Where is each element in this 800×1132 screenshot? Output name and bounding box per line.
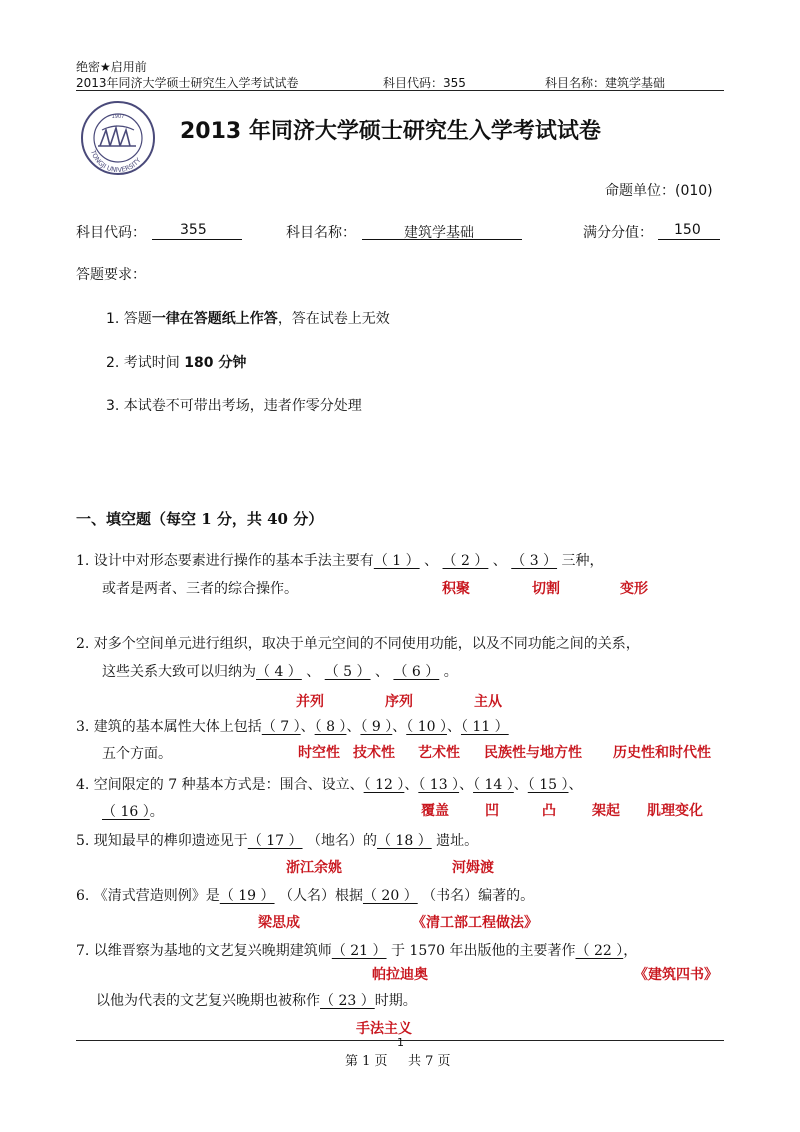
- section-heading: 一、填空题（每空 1 分，共 40 分）: [76, 510, 324, 528]
- answer-19: 梁思成: [258, 915, 300, 931]
- full-score-value: 150: [658, 222, 720, 240]
- question-4-line-2: （ 16 ）。: [102, 804, 164, 820]
- answer-10: 民族性与地方性: [484, 745, 582, 761]
- footer-total: 共 7 页: [408, 1054, 451, 1069]
- requirements-title: 答题要求：: [76, 267, 146, 283]
- answer-23: 手法主义: [356, 1021, 412, 1037]
- answer-11: 历史性和时代性: [613, 745, 711, 761]
- question-5: 5. 现知最早的榫卯遗迹见于（ 17 ） （地名）的（ 18 ） 遗址。: [76, 833, 479, 849]
- question-3-line-1: 3. 建筑的基本属性大体上包括（ 7 ）、（ 8 ）、（ 9 ）、（ 10 ）、（ 11 ）: [76, 719, 509, 735]
- question-6: 6. 《清式营造则例》是（ 19 ） （人名）根据（ 20 ） （书名）编著的。: [76, 888, 535, 904]
- answer-1: 积聚: [442, 581, 470, 597]
- header-subject-name: 科目名称：建筑学基础: [545, 76, 666, 90]
- question-4-line-1: 4. 空间限定的 7 种基本方式是：围合、设立、（ 12 ）、（ 13 ）、（ 14 ）、（ 15 ）、: [76, 777, 583, 793]
- confidential-label: 绝密★启用前: [76, 60, 147, 74]
- answer-6: 主从: [474, 694, 502, 710]
- requirement-3: 3. 本试卷不可带出考场，违者作零分处理: [106, 398, 362, 414]
- subject-name-label: 科目名称：: [286, 225, 356, 241]
- question-1-line-2: 或者是两者、三者的综合操作。: [102, 581, 298, 597]
- footer-page-number: 1: [397, 1036, 404, 1049]
- logo-year: 1907: [111, 114, 125, 120]
- header-subject-code: 科目代码：355: [383, 76, 466, 90]
- answer-18: 河姆渡: [452, 860, 494, 876]
- answer-15: 架起: [592, 803, 620, 819]
- university-seal-logo: [80, 100, 156, 176]
- footer-page: 第 1 页: [345, 1054, 388, 1069]
- answer-2: 切割: [532, 581, 560, 597]
- answer-13: 凹: [485, 803, 499, 819]
- answer-16: 肌理变化: [647, 803, 703, 819]
- question-7-line-2: 以他为代表的文艺复兴晚期也被称作（ 23 ）时期。: [96, 993, 417, 1009]
- question-1-line-1: 1. 设计中对形态要素进行操作的基本手法主要有（ 1 ） 、 （ 2 ） 、 （ 3 ） 三种，: [76, 553, 604, 569]
- header-exam-line: 2013年同济大学硕士研究生入学考试试卷: [76, 76, 299, 90]
- requirement-2: 2. 考试时间 180 分钟: [106, 355, 247, 371]
- requirement-1: 1. 答题一律在答题纸上作答，答在试卷上无效: [106, 311, 390, 327]
- logo-text: TONGJI UNIVERSITY: [88, 149, 143, 175]
- answer-4: 并列: [296, 694, 324, 710]
- answer-5: 序列: [385, 694, 413, 710]
- question-2-line-2: 这些关系大致可以归纳为（ 4 ） 、 （ 5 ） 、 （ 6 ） 。: [102, 664, 458, 680]
- header-rule: [76, 90, 724, 91]
- answer-7: 时空性: [298, 745, 340, 761]
- answer-12: 覆盖: [421, 803, 449, 819]
- answer-3: 变形: [620, 581, 648, 597]
- question-3-line-2: 五个方面。: [102, 746, 172, 762]
- subject-name-value: 建筑学基础: [362, 222, 522, 240]
- issuing-unit: 命题单位：(010): [605, 183, 713, 199]
- answer-17: 浙江余姚: [286, 860, 342, 876]
- question-7-line-1: 7. 以维晋察为基地的文艺复兴晚期建筑师（ 21 ） 于 1570 年出版他的主要著作（ 22 ），: [76, 943, 638, 959]
- answer-8: 技术性: [353, 745, 395, 761]
- exam-title: 2013 年同济大学硕士研究生入学考试试卷: [180, 119, 601, 144]
- answer-21: 帕拉迪奥: [372, 967, 428, 983]
- subject-code-value: 355: [152, 222, 242, 240]
- answer-22: 《建筑四书》: [634, 967, 718, 983]
- question-2-line-1: 2. 对多个空间单元进行组织，取决于单元空间的不同使用功能，以及不同功能之间的关系，: [76, 636, 640, 652]
- full-score-label: 满分分值：: [583, 225, 653, 241]
- answer-9: 艺术性: [418, 745, 460, 761]
- answer-20: 《清工部工程做法》: [412, 915, 538, 931]
- answer-14: 凸: [542, 803, 556, 819]
- subject-code-label: 科目代码：: [76, 225, 146, 241]
